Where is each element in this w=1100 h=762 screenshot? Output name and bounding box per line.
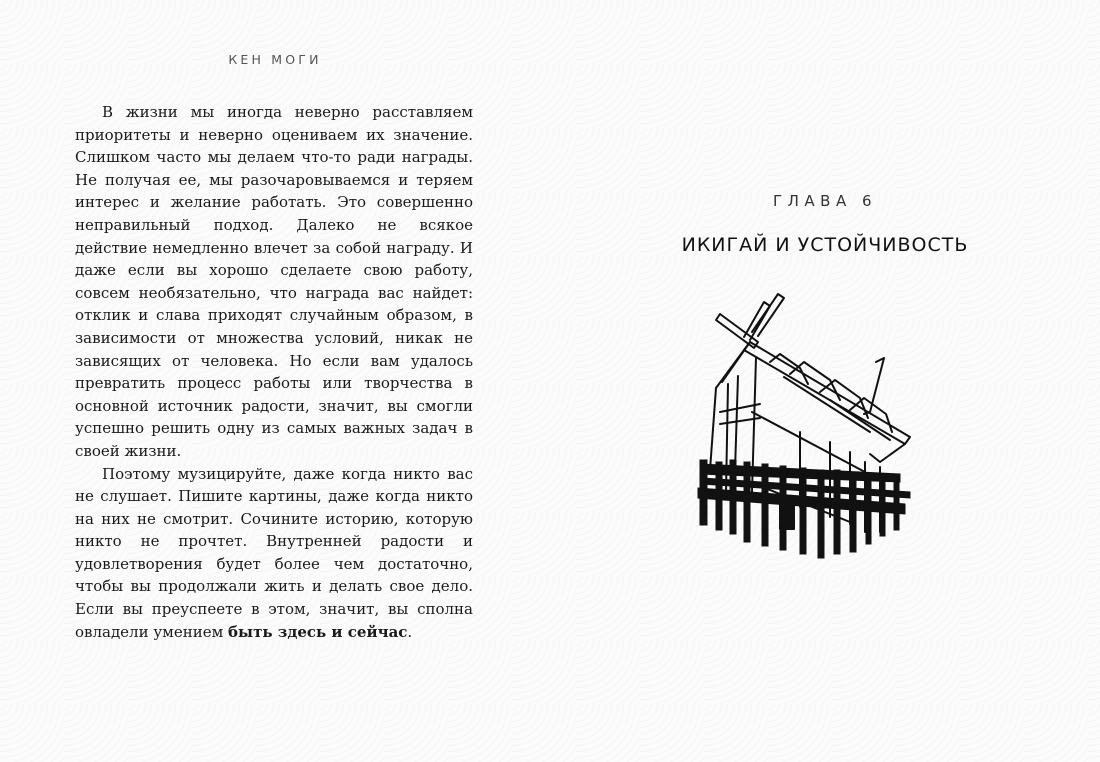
running-head: КЕН МОГИ (228, 52, 322, 67)
shinto-shrine-icon (680, 292, 960, 567)
chapter-title: ИКИГАЙ И УСТОЙЧИВОСТЬ (681, 234, 969, 256)
right-page (550, 0, 1100, 762)
paragraph-1: В жизни мы иногда неверно расставляем приоритеты и неверно оцениваем их значение. Слишком часто мы делаем что-то ради награды. Не получая ее, мы разочаровываемся и теряем интерес и желание работать. Это совершенно неправильный подход. Далеко не всякое действие немедленно влечет за собой награду. И даже если вы хорошо сделаете свою работу, совсем необязательно, что награда вас найдет: отклик и слава приходят случайным образом, в зависимости от множества условий, никак не зависящих от человека. Но если вам удалось превратить процесс работы или творчества в основной источник радости, значит, вы смогли успешно решить одну из самых важных задач в своей жизни. (75, 103, 473, 460)
paragraph-2-text: Поэтому музицируйте, даже когда никто вас не слушает. Пишите картины, даже когда никто на них не смотрит. Сочините историю, которую никто не прочтет. Внутренней радости и удовлетворения будет более чем достаточно, чтобы вы продолжали жить и делать свое дело. Если вы преуспеете в этом, значит, вы сполна овладели умением (75, 464, 473, 641)
emphasis-text: быть здесь и сейчас (228, 622, 408, 641)
body-text (75, 101, 473, 643)
chapter-label: ГЛАВА 6 (772, 192, 878, 210)
paragraph-2-end: . (407, 622, 413, 641)
paragraph-2 (75, 463, 473, 644)
